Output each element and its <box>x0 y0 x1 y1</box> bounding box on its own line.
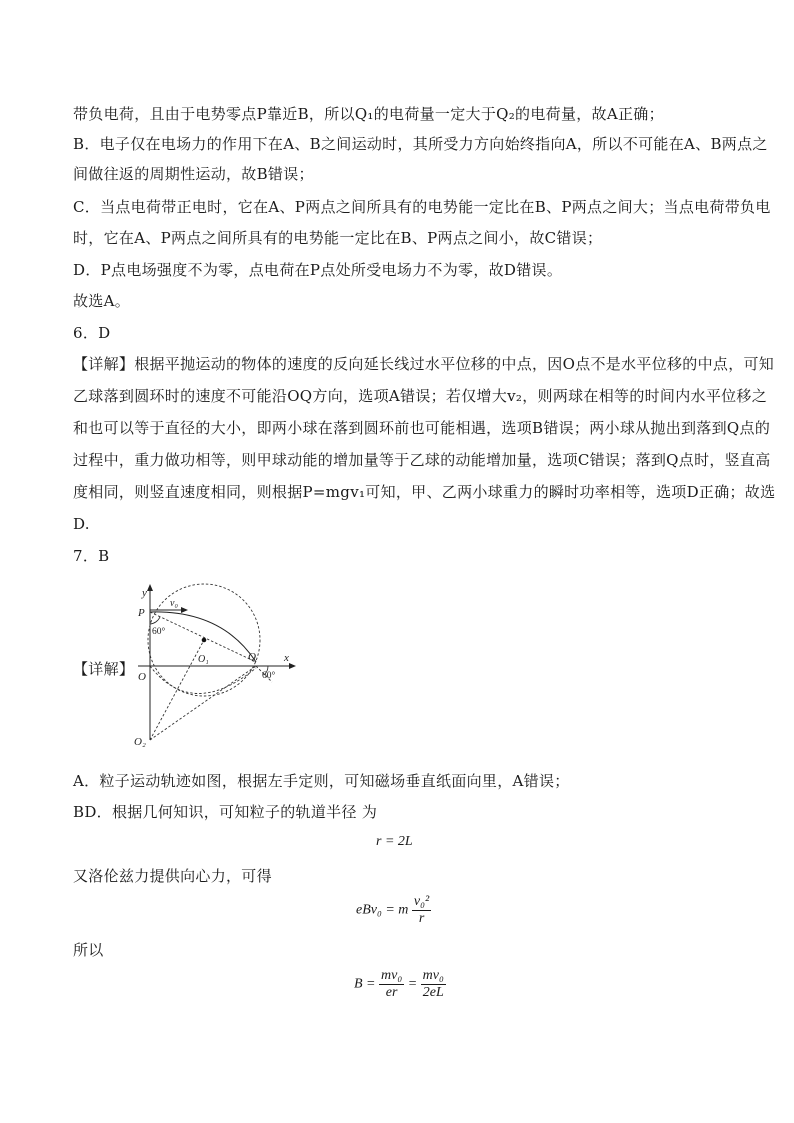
text-line: 和也可以等于直径的大小，即两小球在落到圆环前也可能相遇，选项B错误；两小球从抛出到落到Q点的 <box>73 419 771 437</box>
eq-force-fraction <box>412 894 431 927</box>
eq-field-denominator-1: er <box>385 985 398 1000</box>
text-line: C．当点电荷带正电时，它在A、P两点之间所具有的电势能一定比在B、P两点之间大；当点电荷带负电 <box>73 198 771 216</box>
point-q-label: Q <box>248 651 256 663</box>
eq-force-numerator: v₀² <box>413 894 430 909</box>
eq-field-fraction-2 <box>421 968 446 1001</box>
text-line: 所以 <box>73 941 104 959</box>
radius-o2-q <box>150 666 256 740</box>
velocity-label: v₀ <box>170 598 178 609</box>
answer-label: 7．B <box>73 547 110 565</box>
equation-radius: r = 2L <box>376 834 413 849</box>
text-line: 时，它在A、P两点之间所具有的电势能一定比在B、P两点之间小，故C错误； <box>73 229 603 247</box>
eq-force-denominator: r <box>418 911 425 926</box>
eq-field-denominator-2: 2eL <box>422 985 444 1000</box>
velocity-arrow-icon <box>181 607 188 613</box>
center-point-o1 <box>202 638 207 643</box>
angle-label-top: 60° <box>152 627 166 637</box>
point-o1-label: O₁ <box>198 654 209 665</box>
point-o2-label: O₂ <box>134 736 146 748</box>
origin-label: O <box>138 671 146 683</box>
y-label: y <box>142 587 147 599</box>
eq-field-numerator-2: mv₀ <box>422 968 444 983</box>
eq-field-equals: = <box>407 976 418 992</box>
eq-field-numerator-1: mv₀ <box>381 968 403 983</box>
text-line: D. <box>73 515 90 533</box>
line-o2-o1 <box>150 640 204 740</box>
answer-label: 6．D <box>73 324 111 342</box>
text-line: 过程中，重力做功相等，则甲球动能的增加量等于乙球的动能增加量，选项C错误；落到Q点时，竖直高 <box>73 451 771 469</box>
text-line: 乙球落到圆环时的速度不可能沿OQ方向，选项A错误；若仅增大v₂，则两球在相等的时间内水平位移之 <box>73 387 768 405</box>
lower-arc <box>150 666 256 694</box>
eq-field-left: B = <box>354 976 376 992</box>
text-line: 【详解】根据平抛运动的物体的速度的反向延长线过水平位移的中点，因O点不是水平位移的中点，可知 <box>73 355 775 373</box>
text-line: 故选A。 <box>73 292 131 310</box>
x-label: x <box>284 652 289 664</box>
text-line: 带负电荷，且由于电势零点P靠近B，所以Q₁的电荷量一定大于Q₂的电荷量，故A正确； <box>73 105 664 123</box>
text-line: 度相同，则竖直速度相同，则根据P=mgv₁可知，甲、乙两小球重力的瞬时功率相等，选项D正确；故选 <box>73 483 776 501</box>
detail-label: 【详解】 <box>73 660 135 678</box>
x-axis-arrow-icon <box>289 663 296 669</box>
text-line: BD．根据几何知识，可知粒子的轨道半径 为 <box>73 803 378 821</box>
text-line: B．电子仅在电场力的作用下在A、B之间运动时，其所受力方向始终指向A，所以不可能在A、B两点之 <box>73 135 768 153</box>
eq-field-fraction-1 <box>379 968 404 1001</box>
equation-field <box>354 968 446 1001</box>
point-p-label: P <box>138 607 145 619</box>
eq-force-left: eBv₀ = m <box>356 902 409 918</box>
angle-label-right: 60° <box>262 671 276 681</box>
text-line: 又洛伦兹力提供向心力，可得 <box>73 867 272 885</box>
trajectory-diagram <box>132 582 302 752</box>
text-line: D．P点电场强度不为零，点电荷在P点处所受电场力不为零，故D错误。 <box>73 261 563 279</box>
text-line: A．粒子运动轨迹如图，根据左手定则，可知磁场垂直纸面向里，A错误； <box>73 772 570 790</box>
text-line: 间做往返的周期性运动，故B错误； <box>73 165 314 183</box>
y-axis-arrow-icon <box>147 584 153 591</box>
equation-force <box>356 894 431 927</box>
